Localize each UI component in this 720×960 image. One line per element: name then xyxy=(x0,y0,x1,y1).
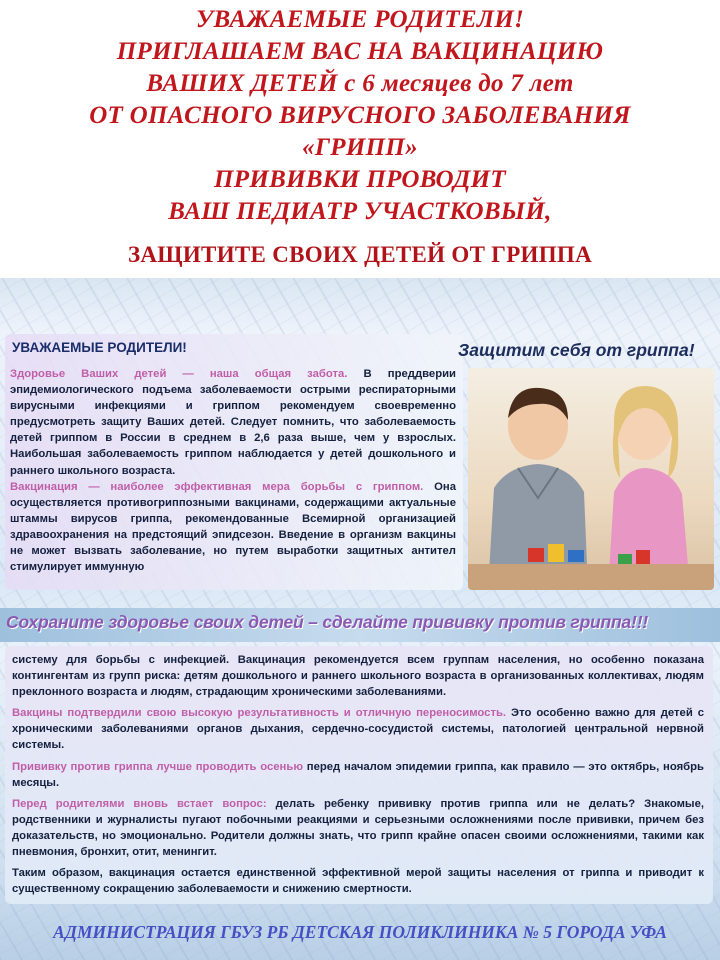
banner-text: Сохраните здоровье своих детей – сделайте прививку против гриппа!!! xyxy=(6,612,648,632)
vaccination-highlight: Вакцинация — наиболее эффективная мера борьбы с гриппом. xyxy=(10,480,424,493)
paragraph-1: систему для борьбы с инфекцией. Вакцинация рекомендуется всем группам населения, но особенно показана контингентам из групп риска: детям дошкольного и раннего школьного возраста в организованных коллективах, людям преклонного возраста и людям, страдающим хроническими заболеваниями. xyxy=(12,654,704,699)
header-line-5: «ГРИПП» xyxy=(302,134,418,161)
paragraph-3 xyxy=(12,759,704,791)
paragraph-4 xyxy=(12,796,704,860)
header-line-6: ПРИВИВКИ ПРОВОДИТ xyxy=(214,166,506,193)
flu-poster xyxy=(0,278,720,960)
header-line-2: ПРИГЛАШАЕМ ВАС НА ВАКЦИНАЦИЮ xyxy=(116,38,604,65)
paragraph-3-text: перед началом эпидемии гриппа, как правило — это октябрь, ноябрь месяцы. xyxy=(12,760,704,789)
vaccination-text: Она осуществляется противогриппозными вакцинами, содержащими актуальные штаммы вирусов гриппа, рекомендованные Всемирной организацией здравоохранения на предстоящий эпидсезон. Введение в организм вакцины не может вызвать заболевание, но путем выработки защитных антител стимулирует иммунную xyxy=(10,480,456,574)
paragraph-2-highlight: Вакцины подтвердили свою высокую результативность и отличную переносимость. xyxy=(12,707,507,720)
footer-administration: АДМИНИСТРАЦИЯ ГБУЗ РБ ДЕТСКАЯ ПОЛИКЛИНИКА № 5 ГОРОДА УФА xyxy=(53,922,667,942)
paragraph-2-text: Это особенно важно для детей с хроническими заболеваниями органов дыхания, сердечно-сосудистой системы, патологией центральной нервной системы. xyxy=(12,707,705,752)
paragraph-5: Таким образом, вакцинация остается единственной эффективной мерой защиты населения от гриппа и приводит к существенному сокращению заболеваемости и снижению смертности. xyxy=(12,867,704,896)
header-line-3: ВАШИХ ДЕТЕЙ с 6 месяцев до 7 лет xyxy=(146,70,574,97)
paragraph-3-highlight: Прививку против гриппа лучше проводить осенью xyxy=(12,760,303,773)
intro-text-block xyxy=(10,366,456,575)
paragraph-4-text: делать ребенку прививку против гриппа или не делать? Знакомые, родственники и журналисты пугают побочными реакциями и серьезными осложнениями после прививки, причем без доказательств, но эмоционально. Родители должны знать, что грипп крайне опасен своими осложнениями, такими как пневмония, бронхит, отит, менингит. xyxy=(12,797,704,859)
paragraph-4-highlight: Перед родителями вновь встает вопрос: xyxy=(12,797,267,810)
children-photo xyxy=(468,368,714,590)
header-line-4: ОТ ОПАСНОГО ВИРУСНОГО ЗАБОЛЕВАНИЯ xyxy=(89,102,631,129)
header-subtitle: ЗАЩИТИТЕ СВОИХ ДЕТЕЙ ОТ ГРИППА xyxy=(127,242,593,267)
children-illustration xyxy=(468,368,714,590)
header-line-7: ВАШ ПЕДИАТР УЧАСТКОВЫЙ, xyxy=(168,198,552,225)
poster-slogan: Защитим себя от гриппа! xyxy=(458,340,695,360)
header xyxy=(0,0,720,278)
paragraph-2 xyxy=(12,705,704,753)
header-line-1: УВАЖАЕМЫЕ РОДИТЕЛИ! xyxy=(195,6,525,33)
main-text-block xyxy=(12,652,704,902)
poster-title: УВАЖАЕМЫЕ РОДИТЕЛИ! xyxy=(12,340,187,355)
intro-text: В преддверии эпидемиологического подъема заболеваемости острыми респираторными вирусными инфекциями и гриппом рекомендуем своевременно предусмотреть защиту Ваших детей. Следует помнить, что заболеваемость детей гриппом в России в среднем в 2,6 раза выше, чем у взрослых. Наибольшая заболеваемость гриппом наблюдается у детей дошкольного и раннего школьного возраста. xyxy=(10,368,456,477)
intro-highlight: Здоровье Ваших детей — наша общая забота. xyxy=(10,368,348,380)
